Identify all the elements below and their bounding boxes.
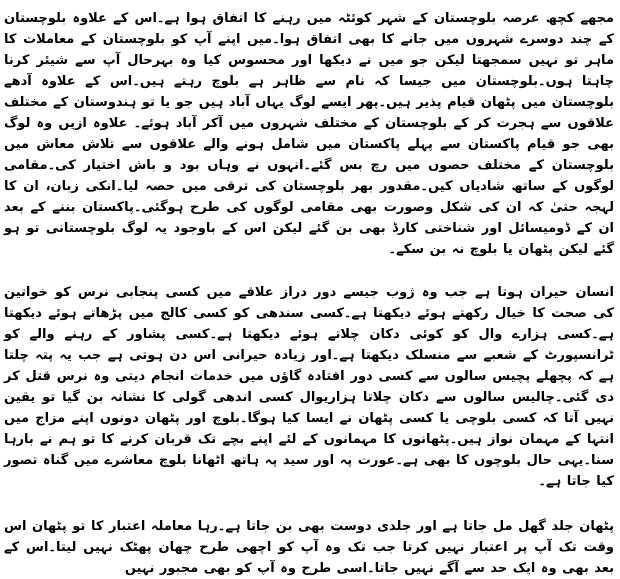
paragraph-settlers: انسان حیران ہوتا ہے جب وہ ژوب جیسے دور دراز علاقے میں کسی پنجابی نرس کو خواتین کی صحت کا خیال رکھتے ہوئے دیکھتا ہے۔کسی سندھی کو کسی کالج میں پڑھاتے ہوئے دیکھتا ہے۔کسی ہزارے وال کو کوئی دکان چلاتے ہوئے دیکھتا ہے۔کسی پشاور کے رہنے والے کو ٹرانسپورٹ کے شعبے سے منسلک دیکھتا ہے۔اور زیادہ حیرانی اس دن ہوتی ہے جب یہ پتہ چلتا ہے کہ پچھلے پچیس سالوں سے کسی دور افتادہ گاؤں میں خدمات انجام دیتی وہ نرس قتل کر دی گئی۔چالیس سالوں سے دکان چلاتا ہزاریوال کسی اندھی گولی کا نشانہ بن گیا تو یقین نہیں آتا کہ کسی بلوچی یا کسی پٹھان نے ایسا کیا ہوگا۔بلوچ اور پٹھان دونوں اپنے مزاج میں انتہا کے مہمان نواز ہیں۔پٹھانوں کا مہمانوں کے لئے اپنے بچے تک قربان کرنے کا تو ہم نے بارہا سنا۔یہی حال بلوچوں کا بھی ہے۔عورت پہ اور سید پہ ہاتھ اٹھانا بلوچ معاشرے میں گناہ تصور کیا جاتا ہے۔ bbox=[4, 285, 614, 489]
document-page bbox=[4, 0, 614, 576]
paragraph-intro: مجھے کچھ عرصہ بلوچستان کے شہر کوئٹہ میں رہنے کا اتفاق ہوا ہے۔اس کے علاوہ بلوچستان کے چند دوسرے شہروں میں جانے کا بھی اتفاق ہوا۔میں اپنے آپ کو بلوچستان کے معاملات کا ماہر تو نہیں سمجھتا لیکن جو میں نے دیکھا اور محسوس کیا وہ بہرحال آپ سے شیئر کرنا چاہتا ہوں۔بلوچستان میں جیسا کہ نام سے ظاہر ہے بلوچ رہتے ہیں۔اس کے علاوہ آدھے بلوچستان میں پٹھان قیام پذیر ہیں۔پھر ایسے لوگ یہاں آباد ہیں جو یا تو ہندوستان کے مختلف علاقوں سے ہجرت کر کے بلوچستان کے مختلف شہروں میں آکر آباد ہوئے۔ علاوہ ازیں وہ لوگ بھی جو قیام پاکستان سے پہلے پاکستان میں شامل ہونے والے علاقوں سے تلاش معاش میں بلوچستان کے مختلف حصوں میں رچ بس گئے۔انہوں نے وہاں بود و باش اختیار کی۔مقامی لوگوں کے ساتھ شادیاں کیں۔مقدور بھر بلوچستان کی ترقی میں حصہ لیا۔انکی زبان، ان کا لہجہ حتیٰ کہ ان کی شکل وصورت بھی مقامی لوگوں کی طرح ہوگئی۔پاکستان بننے کے بعد ان کے ڈومیسائل اور شناختی کارڈ بھی بن گئے لیکن اس کے باوجود یہ لوگ بلوچستانی تو ہو گئے لیکن پٹھان یا بلوچ نہ بن سکے۔ bbox=[4, 11, 614, 257]
paragraph-pathan-trust: پٹھان جلد گھل مل جاتا ہے اور جلدی دوست بھی بن جاتا ہے۔رہا معاملہ اعتبار کا تو پٹھان اس وقت تک آپ پر اعتبار نہیں کرتا جب تک وہ آپ کو اچھی طرح چھان پھٹک نہیں لیتا۔اس کے بعد بھی وہ ایک حد سے آگے نہیں جاتا۔اسی طرح وہ آپ کو بھی مجبور نہیں bbox=[4, 519, 614, 576]
